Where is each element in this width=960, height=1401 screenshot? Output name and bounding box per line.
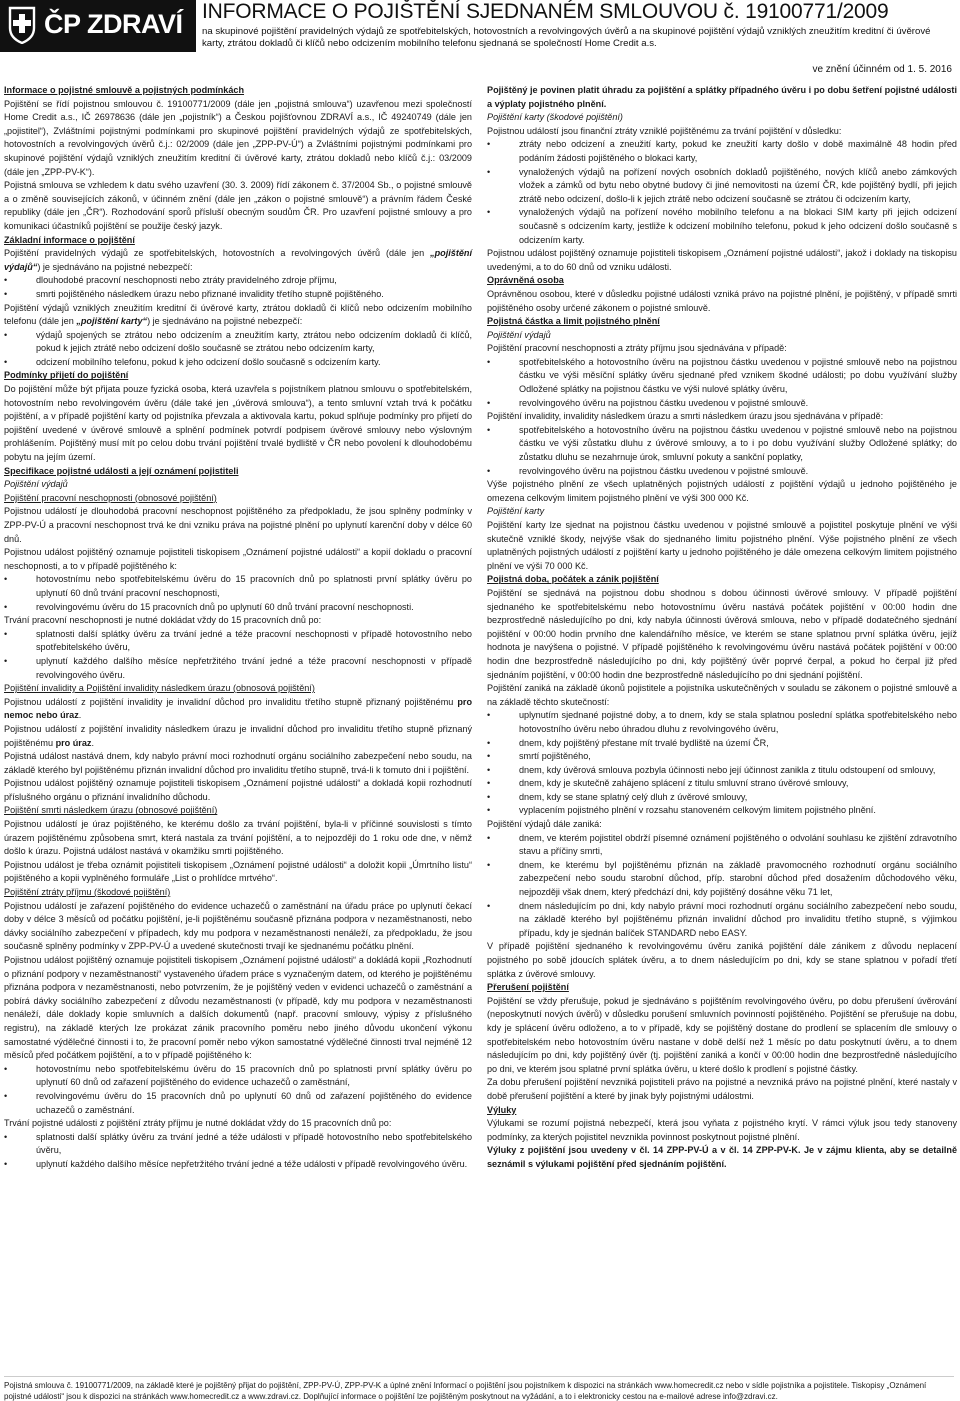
paragraph: Pojistnou událost pojištěný oznamuje pojistiteli tiskopisem „Oznámení pojistné události“ a kopií dokladu o pracovní neschopnosti, a to v případě pojištěného k:	[4, 547, 472, 571]
paragraph: Pojištěný je povinen platit úhradu za pojištění a splátky případného úvěru i po dobu šetření pojistné události a výplaty pojistného plnění.	[487, 85, 957, 109]
paragraph: Pojištění invalidity, invalidity následkem úrazu a smrti následkem úrazu jsou sjednávána v případě:	[487, 411, 884, 422]
list-item: • vynaložených výdajů na pořízení nového mobilního telefonu a na blokaci SIM karty při jejich odcizení současně s odcizením karty, jestliže k odcizení mobilního telefonu, pokud k jeho odcizení došlo současně s odcizením karty.	[487, 206, 957, 247]
bullet-list	[4, 1063, 472, 1117]
paragraph: Pojistnou událostí je zařazení pojištěného do evidence uchazečů o zaměstnání na úřadu práce po uplynutí čekací doby v délce 3 měsíců od počátku pojištění, je-li pojištěnému současně přiznána podpora v nezaměstnanosti, nebo dávky sociálního zabezpečení v případech, kdy mu podpora v nezaměstnanosti nenáleží, za předpokladu, že jsou současně splněny podmínky v ZPP-PV-Ú a uvedené skutečnosti trvají ke sjednanému počátku plnění.	[4, 900, 472, 952]
bullet-list	[4, 1131, 472, 1172]
paragraph: Pojištění zaniká na základě úkonů pojistitele a pojistníka uskutečněných v souladu se zákonem o pojistné smlouvě a na základě těchto skutečností:	[487, 683, 957, 707]
paragraph: Pojištění se vždy přerušuje, pokud je sjednáváno s pojištěním revolvingového úvěru, po dobu přerušení úvěrování (neposkytnutí nových úvěrů) v důsledku porušení smluvních povinností pojištěného. Pojištění se přerušuje na dobu, kdy je splácení úvěru odloženo, a to v případě, kdy se pojištěný dostane do prodlení se splacením dle smlouvy o spotřebitelském nebo hotovostním úvěru nastane v době delší než 1 měsíc po datu poskytnutí úvěru, a to dnem následujícím po dni, kdy pojištěný úvěr (tj. pojištění zaniká a končí v 00:00 hodin dne bezprostředně následujícího po dni, ve kterém jsou splatné první splátka úvěru, u které došlo k prodlení s pojistné částky.	[487, 995, 957, 1074]
paragraph: Pojistná smlouva se vzhledem k datu svého uzavření (30. 3. 2009) řídí zákonem č. 37/2004 Sb., o pojistné smlouvě a o změně souvisejících zákonů, v účinném znění (dále jen „zákon o pojistné smlouvě“) a právním řádem České republiky (dále jen „ČR“). Rozhodování sporů přísluší obecným soudům ČR. Pro uzavření pojistné smlouvy a pro komunikaci účastníků pojištění se použije český jazyk.	[4, 180, 472, 231]
subheading: Pojištění výdajů	[4, 479, 68, 490]
section-heading: Informace o pojistné smlouvě a pojistných podmínkách	[4, 85, 245, 95]
list-item: • spotřebitelského a hotovostního úvěru na pojistnou částku uvedenou v pojistné smlouvě nebo na pojistnou částku ve výši zůstatku dluhu z úvěrové smlouvy, a to i po dobu využívání služby Odložené splátky; do zůstatku dluhu se nezahrnuje úrok, smluvní pokuty a sankční poplatky,	[487, 424, 957, 465]
right-column	[487, 84, 957, 1172]
paragraph: Pojistnou událost je třeba oznámit pojistiteli tiskopisem „Oznámení pojistné události“ a doložit kopii „Úmrtního listu“ pojištěného a kopii vyplněného formuláře „List o prohlídce mrtvého“.	[4, 859, 472, 884]
subheading: Pojištění výdajů	[487, 329, 551, 340]
paragraph: Oprávněnou osobou, které v důsledku pojistné události vzniká právo na pojistné plnění, je pojištěný, v případě smrti pojištěného osoby určené zákonem o pojistné smlouvě.	[487, 288, 957, 313]
list-item: • dnem, kdy se stane splatný celý dluh z úvěrové smlouvy,	[487, 791, 957, 805]
section-heading: Podmínky přijetí do pojištění	[4, 370, 129, 381]
list-item: • dnem následujícím po dni, kdy nabylo právní moci rozhodnutí orgánu sociálního zabezpečení nebo soudu, na základě kterého byl pojištěnému přiznán invalidní důchod pro invaliditu třetího stupně, s výjimkou případu, kdy je sjednán balíček STANDARD nebo EASY.	[487, 900, 957, 941]
subheading: Pojištění karty (škodové pojištění)	[487, 112, 623, 123]
paragraph: Za dobu přerušení pojištění nevzniká pojistiteli právo na pojistné a nevzniká právo na pojistné plnění, které nastaly v době přerušení pojištění a které by jinak byly pojistnými událostmi.	[487, 1077, 957, 1101]
document-subtitle: na skupinové pojištění pravidelných výdajů ze spotřebitelských, hotovostních a revolvingových úvěrů a na skupinové pojištění výdajů vzniklých zneužitím kreditní či úvěrové karty, ztrátou dokladů či klíčů nebo odcizením mobilního telefonu sjednaná se společností Home Credit a.s.	[202, 26, 931, 49]
effective-date: ve znění účinném od 1. 5. 2016	[812, 64, 952, 75]
header	[0, 0, 960, 52]
subheading: Pojištění pracovní neschopnosti (obnosové pojištění)	[4, 492, 217, 503]
subheading: Pojištění invalidity a Pojištění invalidity následkem úrazu (obnosová pojištění)	[4, 683, 315, 694]
list-item: • revolvingovému úvěru do 15 pracovních dnů po uplynutí 60 dnů trvání pracovní neschopnosti.	[4, 601, 472, 615]
section-heading: Specifikace pojistné události a její oznámení pojistiteli	[4, 465, 239, 476]
list-item: • uplynutí každého dalšího měsíce nepřetržitého trvání jedné a téže události v případě revolvingového úvěru.	[4, 1158, 472, 1172]
document-title: INFORMACE O POJIŠTĚNÍ SJEDNANÉM SMLOUVOU č. 19100771/2009	[202, 0, 889, 23]
list-item: • splatnosti další splátky úvěru za trvání jedné a téže události v případě hotovostního nebo spotřebitelského úvěru,	[4, 1131, 472, 1158]
footer-note: Pojistná smlouva č. 19100771/2009, na základě které je pojištěný přijat do pojištění, ZPP-PV-Ú, ZPP-PV-K a úplné znění Informací o pojištění jsou pojistníkem k dispozici na stránkách www.homecredit.cz nebo v sídle pojistníka a pojistitele. Tiskopisy „Oznámení pojistné události“ jsou k dispozici na stránkách www.homecredit.cz a www.zdravi.cz. Doplňující informace o pojištění lze pojištěným poskytnout na vyžádání, a to i elektronicky cestou na e-mailové adrese info@zdravi.cz.	[4, 1376, 954, 1401]
paragraph: Pojištění se sjednává na pojistnou dobu shodnou s dobou účinnosti úvěrové smlouvy. V případě pojištění sjednaného ke spotřebitelskému nebo hotovostnímu úvěru nastává počátek pojištění v 00:00 hodin dne bezprostředně následujícího po dni, kdy nabyla účinnosti úvěrová smlouva, nebo v případě dodatečného sjednání pojištění v 00:00 hodin prvního dne kalendářního měsíce, ve kterém se stane splatnou první splátka úvěru, jejíž hodnota je navýšena o pojistné. V případě pojištěného k revolvingovému úvěru nastává počátek pojištění v 00:00 hodin dne bezprostředně následujícího po dni, kdy pojištěný úvěr poprvé čerpal, a pokud ho čerpal již před sjednáním pojištění, v 00:00 hodin dne bezprostředně následujícího po dni sjednání pojištění.	[487, 587, 957, 680]
list-item: • spotřebitelského a hotovostního úvěru na pojistnou částku uvedenou v pojistné smlouvě nebo na pojistnou částku ve výši měsíční splátky úvěru sjednané před vznikem škodné události; po dobu využívání služby Odložené splátky na pojistnou částku ve výši nulové splátky úvěru,	[487, 356, 957, 397]
paragraph: Pojistnou událostí z pojištění invalidity je invalidní důchod pro invaliditu třetího stupně přiznaný pojištěnému pro nemoc nebo úraz.	[4, 696, 472, 721]
list-item: • revolvingového úvěru na pojistnou částku uvedenou v pojistné smlouvě.	[487, 465, 957, 479]
list-item: • uplynutím sjednané pojistné doby, a to dnem, kdy se stala splatnou poslední splátka spotřebitelského nebo hotovostního úvěru nebo úhradou dluhu z revolvingového úvěru,	[487, 709, 957, 736]
paragraph: Výše pojistného plnění ze všech uplatněných pojistných událostí z pojištění výdajů u jednoho pojištěného je omezena celkovým limitem pojistného plnění ve výši 300 000 Kč.	[487, 479, 957, 503]
section-heading: Pojistná doba, počátek a zánik pojištění	[487, 574, 659, 585]
section-heading: Základní informace o pojištění	[4, 234, 135, 245]
list-item: • dnem, kdy pojištěný přestane mít trvalé bydliště na území ČR,	[487, 737, 957, 751]
paragraph: Pojistnou událostí jsou finanční ztráty vzniklé pojištěnému za trvání pojištění v důsledku:	[487, 125, 842, 136]
paragraph: Pojistnou událostí z pojištění invalidity následkem úrazu je invalidní důchod pro invaliditu třetího stupně přiznaný pojištěnému pro úraz.	[4, 723, 472, 748]
list-item: • dnem, kdy úvěrová smlouva pozbyla účinnosti nebo její účinnost zanikla z titulu odstoupení od smlouvy,	[487, 764, 957, 778]
paragraph: Pojištění výdajů vzniklých zneužitím kreditní či úvěrové karty, ztrátou dokladů či klíčů nebo odcizením mobilního telefonu (dále jen „pojištění karty“) je sjednáváno na pojistné nebezpečí:	[4, 302, 472, 327]
bullet-list	[487, 424, 957, 478]
paragraph: Pojistnou událostí je dlouhodobá pracovní neschopnost pojištěného za předpokladu, že jsou splněny podmínky v ZPP-PV-Ú a pracovní neschopnost trvá ke dni vzniku práva na pojistné plnění po uplynutí karenční doby v délce 60 dnů.	[4, 506, 472, 544]
section-heading: Výluky	[487, 1104, 517, 1115]
list-item: • revolvingovému úvěru do 15 pracovních dnů po uplynutí 60 dnů od zařazení pojištěného do evidence uchazečů o zaměstnání.	[4, 1090, 472, 1117]
list-item: • ztráty nebo odcizení a zneužití karty, pokud ke zneužití karty došlo v době maximálně 48 hodin před podáním žádosti pojištěného o blokaci karty,	[487, 138, 957, 165]
list-item: • uplynutí každého dalšího měsíce nepřetržitého trvání jedné a téže pracovní neschopnosti v případě revolvingového úvěru.	[4, 655, 472, 682]
paragraph: Pojistnou událost pojištěný oznamuje pojistiteli tiskopisem „Oznámení pojistné události“, jakož i doklady na tiskopisu uvedenými, a to do 60 dnů od vzniku události.	[487, 248, 957, 272]
paragraph: Pojištění pracovní neschopnosti a ztráty příjmu jsou sjednávána v případě:	[487, 343, 787, 354]
list-item: • smrti pojištěného následkem úrazu nebo přiznané invalidity třetího stupně pojištěného.	[4, 288, 472, 302]
paragraph: Pojistná událost nastává dnem, kdy nabylo právní moci rozhodnutí orgánu sociálního zabezpečení nebo soudu, na základě kterého byl pojištěnému přiznán invalidní důchod pro invaliditu třetího stupně, trvá-li k tomuto dni i pojištění.	[4, 751, 472, 775]
bullet-list	[487, 138, 957, 247]
paragraph: Pojištění výdajů dále zaniká:	[487, 819, 602, 830]
bullet-list	[487, 832, 957, 941]
bullet-list	[4, 573, 472, 614]
paragraph: Pojištění pravidelných výdajů ze spotřebitelských, hotovostních a revolvingových úvěrů (dále jen „pojištění výdajů“) je sjednáváno na pojistné nebezpečí:	[4, 248, 472, 272]
paragraph: Do pojištění může být přijata pouze fyzická osoba, která uzavřela s pojistníkem platnou smlouvu o spotřebitelském, hotovostním nebo revolvingovém úvěru (dále také jen „úvěrová smlouva“), a tento smluvní vztah trvá k počátku pojištění, a v případě pojištění karty od pojistníka převzala a aktivovala kartu, pokud splňuje podmínky pro přijetí do pojištění uvedené v úvěrové smlouvě a splnění podmínek potvrdí podpisem úvěrové smlouvy nebo výslovným prohlášením. Pojištěný musí mít po celou dobu trvání pojištění trvalé bydliště v ČR nebo povolení k dlouhodobému pobytu na jejím území.	[4, 384, 472, 463]
logo-text: ČP ZDRAVÍ	[44, 9, 183, 39]
section-heading: Oprávněná osoba	[487, 275, 564, 286]
list-item: • hotovostnímu nebo spotřebitelskému úvěru do 15 pracovních dnů po splatnosti první splátky úvěru po uplynutí 60 dnů trvání pracovní neschopnosti,	[4, 573, 472, 600]
paragraph: Pojistnou událost pojištěný oznamuje pojistiteli tiskopisem „Oznámení pojistné události“ a dokladá kopii rozhodnutí příslušného orgánu o přiznání invalidního důchodu.	[4, 778, 472, 802]
paragraph: Pojistnou událostí je úraz pojištěného, ke kterému došlo za trvání pojištění, byla-li v příčinné souvislosti s tímto úrazem pojištěnému způsobena smrt, která nastala za trvání pojištění, a to nejpozději do 1 roku ode dne, v němž došlo k úrazu. Pojistná událost nastává v okamžiku smrti pojištěného.	[4, 819, 472, 857]
bullet-list	[487, 356, 957, 410]
list-item: • dlouhodobé pracovní neschopnosti nebo ztráty pravidelného zdroje příjmu,	[4, 274, 472, 288]
bullet-list	[487, 709, 957, 818]
left-column	[4, 84, 472, 1172]
list-item: • vyplacením pojistného plnění v rozsahu stanoveném celkovým limitem pojistného plnění.	[487, 804, 957, 818]
bullet-list	[4, 329, 472, 370]
paragraph: V případě pojištění sjednaného k revolvingovému úvěru zaniká pojištění dále zánikem z důvodu neplacení pojistného po sobě jdoucích splátek úvěru, a to dnem následujícím po dni, kdy se stane splatnou v pořadí třetí splátka z úvěrové smlouvy.	[487, 941, 957, 979]
paragraph: Výlukami se rozumí pojistná nebezpečí, která jsou vyňata z pojistného krytí. V rámci výluk jsou tedy stanoveny podmínky, za kterých pojistitel nevznikla povinnost poskytnout pojistné plnění.	[487, 1118, 957, 1142]
bullet-list	[4, 628, 472, 682]
list-item: • hotovostnímu nebo spotřebitelskému úvěru do 15 pracovních dnů po splatnosti první splátky úvěru po uplynutí 60 dnů od zařazení pojištěného do evidence uchazečů o zaměstnání,	[4, 1063, 472, 1090]
list-item: • vynaložených výdajů na pořízení nových osobních dokladů pojištěného, nových klíčů anebo zámkových vložek a zámků od bytu nebo obytné budovy či jiné nemovitosti na území ČR, kde pojištěný bydlí, při jejich ztrátě nebo odcizení, došlo-li k jejich ztrátě nebo odcizení současně se ztrátou či odcizením karty,	[487, 166, 957, 207]
paragraph: Trvání pracovní neschopnosti je nutné dokládat vždy do 15 pracovních dnů po:	[4, 615, 322, 626]
shield-cross-icon	[8, 6, 36, 44]
logo	[0, 0, 196, 52]
bullet-list	[4, 274, 472, 301]
paragraph: Výluky z pojištění jsou uvedeny v čl. 14 ZPP-PV-Ú a v čl. 14 ZPP-PV-K. Je v zájmu klienta, aby se detailně seznámil s výlukami pojištění před sjednáním pojištění.	[487, 1145, 957, 1169]
list-item: • splatnosti další splátky úvěru za trvání jedné a téže pracovní neschopnosti v případě hotovostního nebo spotřebitelského úvěru,	[4, 628, 472, 655]
paragraph: Pojištění se řídí pojistnou smlouvou č. 19100771/2009 (dále jen „pojistná smlouva“) uzavřenou mezi společností Home Credit a.s., IČ 26978636 (dále jen „pojistník“) a Českou pojišťovnou ZDRAVÍ a.s., IČ 49240749 (dále jen „pojistitel“), Zvláštními pojistnými podmínkami pro skupinové pojištění pravidelných výdajů ze spotřebitelských, hotovostních a revolvingových úvěrů č.j.: 02/2009 (dále jen „ZPP-PV-Ú“) a Zvláštními pojistnými podmínkami pro skupinové pojištění výdajů vzniklých zneužitím kreditní či úvěrové karty, ztrátou dokladů nebo klíčů č.j.: 03/2009 (dále jen „ZPP-PV-K“).	[4, 98, 472, 177]
list-item: • výdajů spojených se ztrátou nebo odcizením a zneužitím karty, ztrátou nebo odcizením dokladů či klíčů, pokud k jejich ztrátě nebo odcizení došlo současně se ztrátou nebo odcizením karty,	[4, 329, 472, 356]
list-item: • dnem, ve kterém pojistitel obdrží písemné oznámení pojištěného o odvolání souhlasu ke zjištění zdravotního stavu a příčiny smrti,	[487, 832, 957, 859]
paragraph: Pojištění karty lze sjednat na pojistnou částku uvedenou v pojistné smlouvě a pojistitel poskytuje plnění ve výši skutečně vzniklé škody, nejvýše však do sjednaného limitu pojistného plnění. Výše pojistného plnění ze všech uplatněných pojistných událostí z pojištění karty u jednoho pojištěného je dále omezena celkovým limitem pojistného plnění ve výši 70 000 Kč.	[487, 520, 957, 571]
subheading: Pojištění ztráty příjmu (škodové pojištění)	[4, 887, 171, 898]
subheading: Pojištění karty	[487, 506, 545, 517]
section-heading: Přerušení pojištění	[487, 982, 569, 993]
list-item: • dnem, kdy je skutečně zahájeno splácení z titulu smluvní strano úvěrové smlouvy,	[487, 777, 957, 791]
subheading: Pojištění smrti následkem úrazu (obnosové pojištění)	[4, 805, 218, 816]
list-item: • smrtí pojištěného,	[487, 750, 957, 764]
list-item: • dnem, ke kterému byl pojištěnému přiznán na základě pravomocného rozhodnutí orgánu sociálního zabezpečení nebo soudu starobní důchod, příp. starobní důchod před dosažením důchodového věku, nejpozději však dnem, který předchází dni, kdy pojištěný dosáhne věku 71 let,	[487, 859, 957, 900]
paragraph: Trvání pojistné události z pojištění ztráty příjmu je nutné dokládat vždy do 15 pracovních dnů po:	[4, 1118, 392, 1129]
list-item: • revolvingového úvěru na pojistnou částku uvedenou v pojistné smlouvě.	[487, 397, 957, 411]
paragraph: Pojistnou událost pojištěný oznamuje pojistiteli tiskopisem „Oznámení pojistné události“ a dokládá kopii „Rozhodnutí o přiznání podpory v nezaměstnanosti“ vystaveného úřadem práce s vyznačeným datem, od kterého je pojištěnému přiznána podpora v nezaměstnanosti, nebo potvrzením, že je pojištěný veden v evidenci uchazečů o zaměstnání a pobírá dávky sociálního zabezpečení z důvodu nezaměstnanosti (v případě, kdy mu podpora v nezaměstnanosti nenáleží, dále doklady kopie smluvních a dalších dokumentů (např. pracovní smlouvy, výpisy z příslušného registru), na základě kterých lze prokázat zánik pracovního poměru nebo jiného důvodu ukončení výkonu samostatné výdělečné činnosti i to, že pracovní poměr nebo výkon samostatné výdělečné činnosti trval nejméně 12 měsíců před počátkem pojištění, a to v případě pojištěného k:	[4, 955, 472, 1061]
section-heading: Pojistná částka a limit pojistného plnění	[487, 316, 660, 327]
list-item: • odcizení mobilního telefonu, pokud k jeho odcizení došlo současně s odcizením karty.	[4, 356, 472, 370]
